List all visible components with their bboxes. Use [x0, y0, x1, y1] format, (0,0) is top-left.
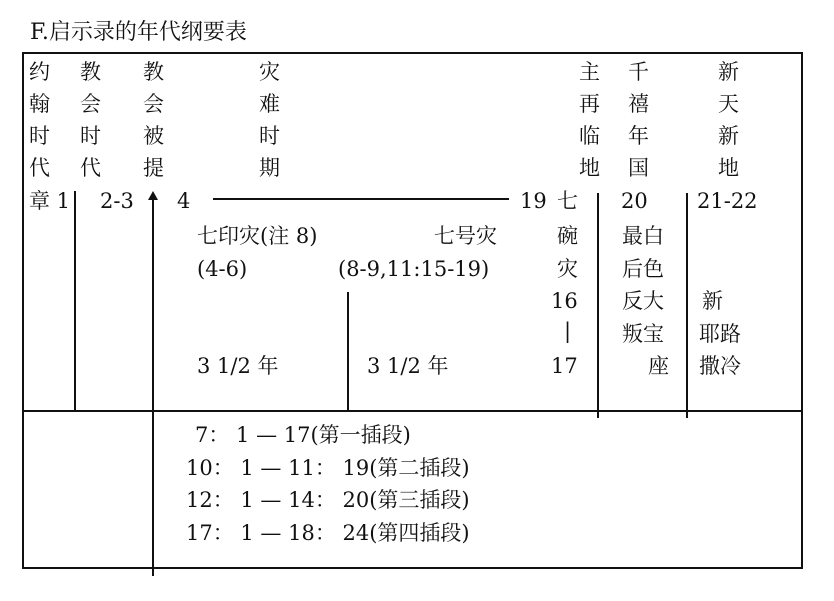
- interlude-1: 7： 1 — 17(第一插段): [195, 423, 411, 447]
- chapter-label-20: 20: [621, 189, 648, 213]
- divider-seals-trumpets: [347, 292, 349, 411]
- bowl-char-3: 灾: [557, 257, 578, 281]
- seals-range: (4-6): [197, 257, 248, 281]
- throne-line-1: 最白: [622, 224, 664, 248]
- chapter-label-2-3: 2-3: [100, 189, 134, 213]
- divider-millennium: [686, 193, 688, 418]
- trumpets-duration: 3 1/2 年: [367, 354, 449, 378]
- divider-second-coming: [597, 193, 599, 418]
- bowls-from: 16: [551, 289, 578, 313]
- table-title: F.启示录的年代纲要表: [30, 20, 247, 45]
- bowls-dash: |: [564, 319, 572, 343]
- throne-line-3: 反大: [622, 289, 664, 313]
- interlude-4: 17： 1 — 18： 24(第四插段): [186, 521, 470, 545]
- seals-label: 七印灾(注 8): [197, 224, 318, 248]
- bowl-char-1: 七: [557, 189, 578, 213]
- interlude-2: 10： 1 — 11： 19(第二插段): [186, 456, 470, 480]
- throne-line-4: 叛宝: [622, 322, 664, 346]
- trumpets-range: (8-9,11:15-19): [338, 257, 490, 281]
- chapter-label-19: 19: [520, 189, 547, 213]
- chapter-label-21-22: 21-22: [697, 189, 758, 213]
- bowl-char-2: 碗: [557, 224, 578, 248]
- bowls-to: 17: [551, 354, 578, 378]
- throne-line-2: 后色: [622, 257, 664, 281]
- trumpets-label: 七号灾: [434, 224, 497, 248]
- interlude-3: 12： 1 — 14： 20(第三插段): [186, 488, 470, 512]
- new-jerusalem-line-1: 新: [702, 289, 723, 313]
- divider-john: [74, 191, 76, 411]
- chapter-label-4: 4: [177, 189, 191, 213]
- new-jerusalem-line-3: 撒冷: [699, 354, 741, 378]
- tribulation-span-line: [213, 198, 509, 200]
- seals-duration: 3 1/2 年: [197, 354, 279, 378]
- rapture-arrow-line: [152, 200, 154, 576]
- new-jerusalem-line-2: 耶路: [699, 322, 741, 346]
- chapter-label-1: 章 1: [29, 189, 71, 213]
- throne-line-5: 座: [648, 354, 669, 378]
- rapture-arrow-icon: [148, 191, 158, 200]
